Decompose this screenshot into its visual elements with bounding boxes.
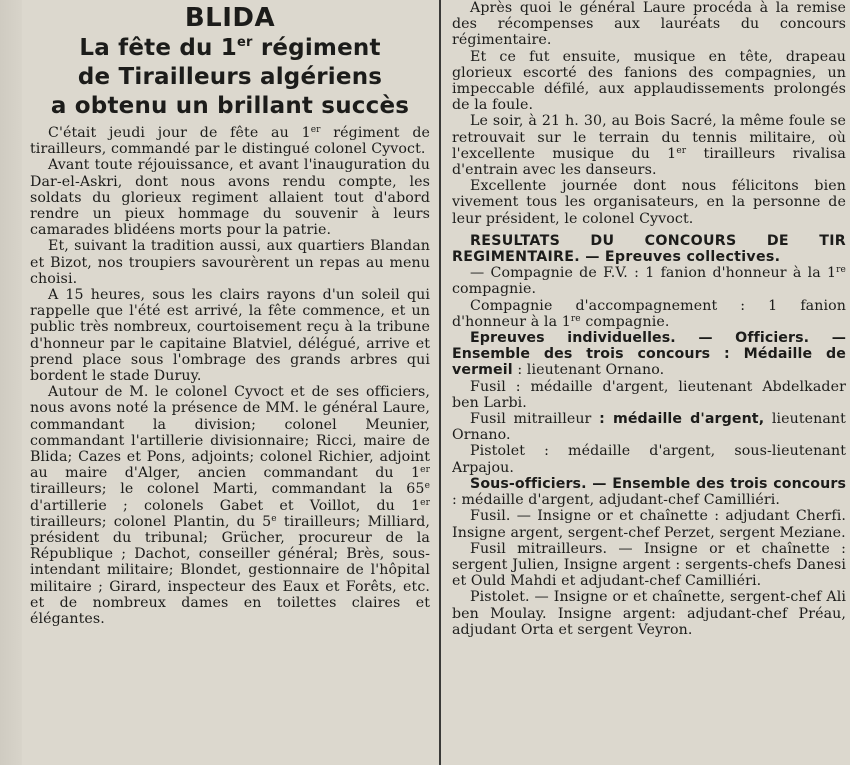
dateline: BLIDA (184, 3, 276, 33)
headline-line-2: de Tirailleurs algériens (77, 64, 383, 90)
column-rule (439, 0, 441, 765)
result-entry: Sous-officiers. — Ensemble des trois concours : médaille d'argent, adjudant-chef Camilliéri. (452, 475, 846, 509)
result-entry: Fusil mitrailleur : médaille d'argent, lieutenant Ornano. (452, 411, 846, 444)
result-entry: Compagnie d'accompagnement : 1 fanion d'honneur à la 1re compagnie. (452, 297, 846, 330)
article-body-left (30, 125, 430, 627)
result-entry: Fusil : médaille d'argent, lieutenant Abdelkader ben Larbi. (452, 378, 846, 411)
headline-line-3: a obtenu un brillant succès (50, 93, 410, 119)
result-entry: Fusil. — Insigne or et chaînette : adjudant Cherfi. Insigne argent, sergent-chef Perzet, sergent Meziane. (452, 508, 846, 541)
results-heading: RESULTATS DU CONCOURS DE TIR REGIMENTAIRE. — Epreuves collectives. (452, 232, 846, 266)
paragraph: Après quoi le général Laure procéda à la remise des récompenses aux lauréats du concours régimentaire. (452, 0, 846, 49)
left-column (30, 0, 430, 765)
result-entry: Pistolet. — Insigne or et chaînette, sergent-chef Ali ben Moulay. Insigne argent: adjudant-chef Préau, adjudant Orta et sergent Veyron. (452, 589, 846, 638)
headline-line-1: La fête du 1er régiment (79, 35, 381, 61)
article-body-right (452, 0, 846, 638)
adjacent-column-edge (0, 0, 22, 765)
right-column (452, 0, 846, 765)
result-entry: Fusil mitrailleurs. — Insigne or et chaînette : sergent Julien, Insigne argent : sergents-chefs Danesi et Ould Mahdi et adjudant-chef Camilliéri. (452, 540, 846, 590)
paragraph: Autour de M. le colonel Cyvoct et de ses officiers, nous avons noté la présence de MM. le général Laure, commandant la division; colonel Meunier, commandant l'artillerie divisionnaire; Ricci, maire de Blida; Cazes et Pons, adjoints; colonel Richier, adjoint au maire d'Alger, ancien commandant du 1er tirailleurs; le colonel Marti, commandant la 65e d'artillerie ; colonels Gabet et Voillot, du 1er tirailleurs; colonel Plantin, du 5e tirailleurs; Milliard, président du tribunal; Grücher, procureur de la République ; Dachot, conseiller général; Brès, sous-intendant militaire; Blondet, gestionnaire de l'hôpital militaire ; Girard, inspecteur des Eaux et Forêts, etc. et de nombreux dames en toilettes claires et élégantes. (30, 384, 430, 628)
paragraph: C'était jeudi jour de fête au 1er régiment de tirailleurs, commandé par le distingué colonel Cyvoct. (30, 125, 430, 158)
headline (30, 34, 430, 121)
paragraph: Le soir, à 21 h. 30, au Bois Sacré, la même foule se retrouvait sur le terrain du tennis militaire, où l'excellente musique du 1er tirailleurs rivalisa d'entrain avec les danseurs. (452, 113, 846, 179)
result-entry: — Compagnie de F.V. : 1 fanion d'honneur à la 1re compagnie. (452, 265, 846, 298)
paragraph: Avant toute réjouissance, et avant l'inauguration du Dar-el-Askri, dont nous avons rendu compte, les soldats du glorieux regiment allaient tout d'abord rendre un pieux hommage du souvenir à leurs camarades blidéens morts pour la patrie. (30, 157, 430, 239)
paragraph: Et, suivant la tradition aussi, aux quartiers Blandan et Bizot, nos troupiers savourèrent un repas au menu choisi. (30, 238, 430, 287)
paragraph: A 15 heures, sous les clairs rayons d'un soleil qui rappelle que l'été est arrivé, la fête commence, et un public très nombreux, courtoisement reçu à la tribune d'honneur par le capitaine Blatviel, délégué, arrive et prend place sous l'ombrage des grands arbres qui bordent le stade Duruy. (30, 287, 430, 385)
paragraph: Excellente journée dont nous félicitons bien vivement tous les organisateurs, en la personne de leur président, le colonel Cyvoct. (452, 178, 846, 227)
result-entry: Epreuves individuelles. — Officiers. — Ensemble des trois concours : Médaille de vermeil : lieutenant Ornano. (452, 330, 846, 379)
paragraph: Et ce fut ensuite, musique en tête, drapeau glorieux escorté des fanions des compagnies, un impeccable défilé, aux applaudissements prolongés de la foule. (452, 48, 846, 114)
result-entry: Pistolet : médaille d'argent, sous-lieutenant Arpajou. (452, 443, 846, 476)
